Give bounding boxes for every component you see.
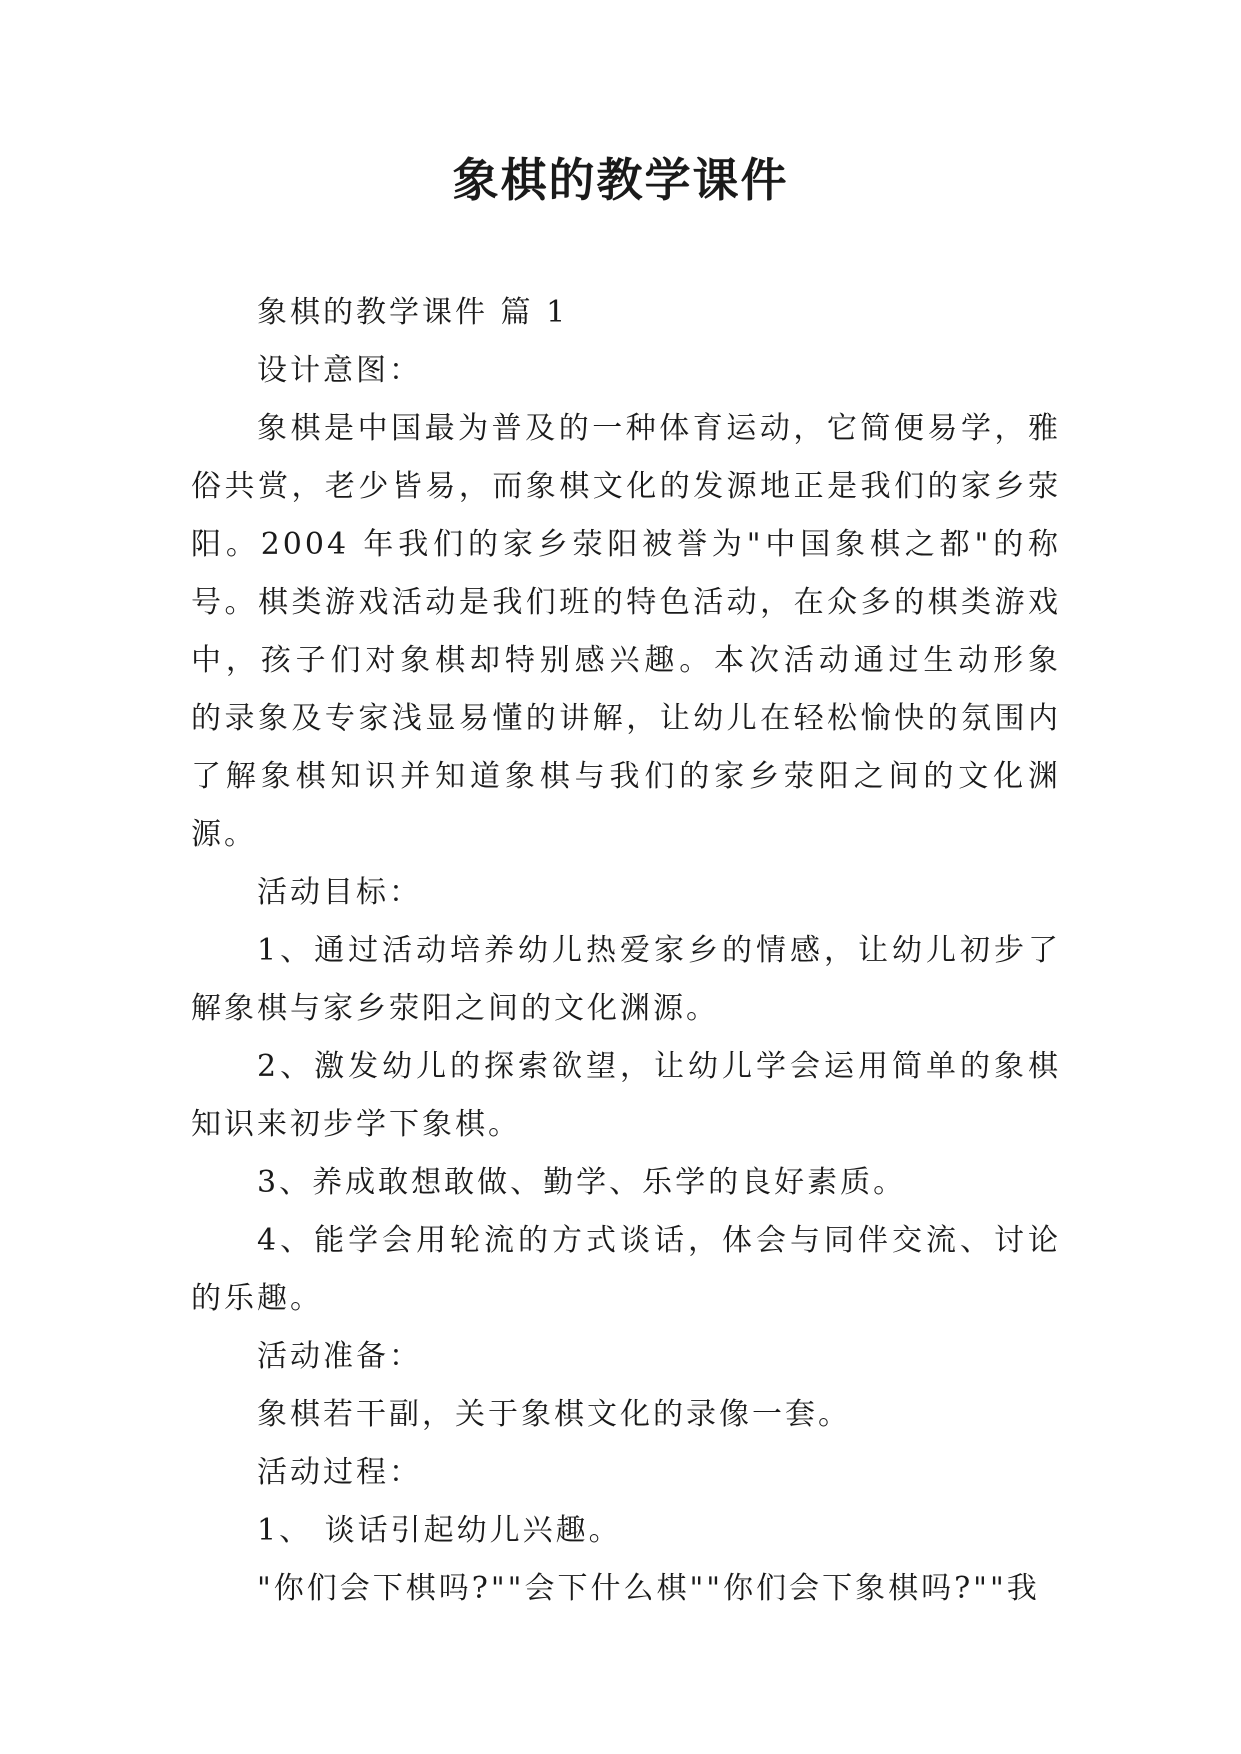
document-title: 象棋的教学课件 — [452, 153, 789, 207]
activity-goals-heading: 活动目标： — [257, 875, 422, 910]
preparation-heading: 活动准备： — [257, 1339, 422, 1374]
goal-item-2: 2、激发幼儿的探索欲望，让幼儿学会运用简单的象棋知识来初步学下象棋。 — [191, 1049, 1061, 1142]
preparation-paragraph: 象棋若干副，关于象棋文化的录像一套。 — [257, 1397, 851, 1432]
design-intent-heading: 设计意图： — [257, 353, 422, 388]
process-heading: 活动过程： — [257, 1455, 422, 1490]
goal-item-4: 4、能学会用轮流的方式谈话，体会与同伴交流、讨论的乐趣。 — [191, 1223, 1061, 1316]
process-dialogue: "你们会下棋吗?""会下什么棋""你们会下象棋吗?""我 — [257, 1571, 1040, 1606]
document-body — [191, 284, 1061, 1618]
design-intent-paragraph: 象棋是中国最为普及的一种体育运动，它简便易学，雅俗共赏，老少皆易，而象棋文化的发源地正是我们的家乡荥阳。2004 年我们的家乡荥阳被誉为"中国象棋之都"的称号。棋类游戏活动是我们班的特色活动，在众多的棋类游戏中，孩子们对象棋却特别感兴趣。本次活动通过生动形象 的录象及专家浅显易懂的讲解，让幼儿在轻松愉快的氛围内了解象棋知识并知道象棋与我们的家乡荥阳之间的文化渊源。 — [191, 411, 1061, 852]
section-heading: 象棋的教学课件 篇 1 — [257, 295, 569, 330]
process-step-1: 1、 谈话引起幼儿兴趣。 — [257, 1513, 622, 1548]
goal-item-1: 1、通过活动培养幼儿热爱家乡的情感，让幼儿初步了解象棋与家乡荥阳之间的文化渊源。 — [191, 933, 1061, 1026]
goal-item-3: 3、养成敢想敢做、勤学、乐学的良好素质。 — [257, 1165, 907, 1200]
